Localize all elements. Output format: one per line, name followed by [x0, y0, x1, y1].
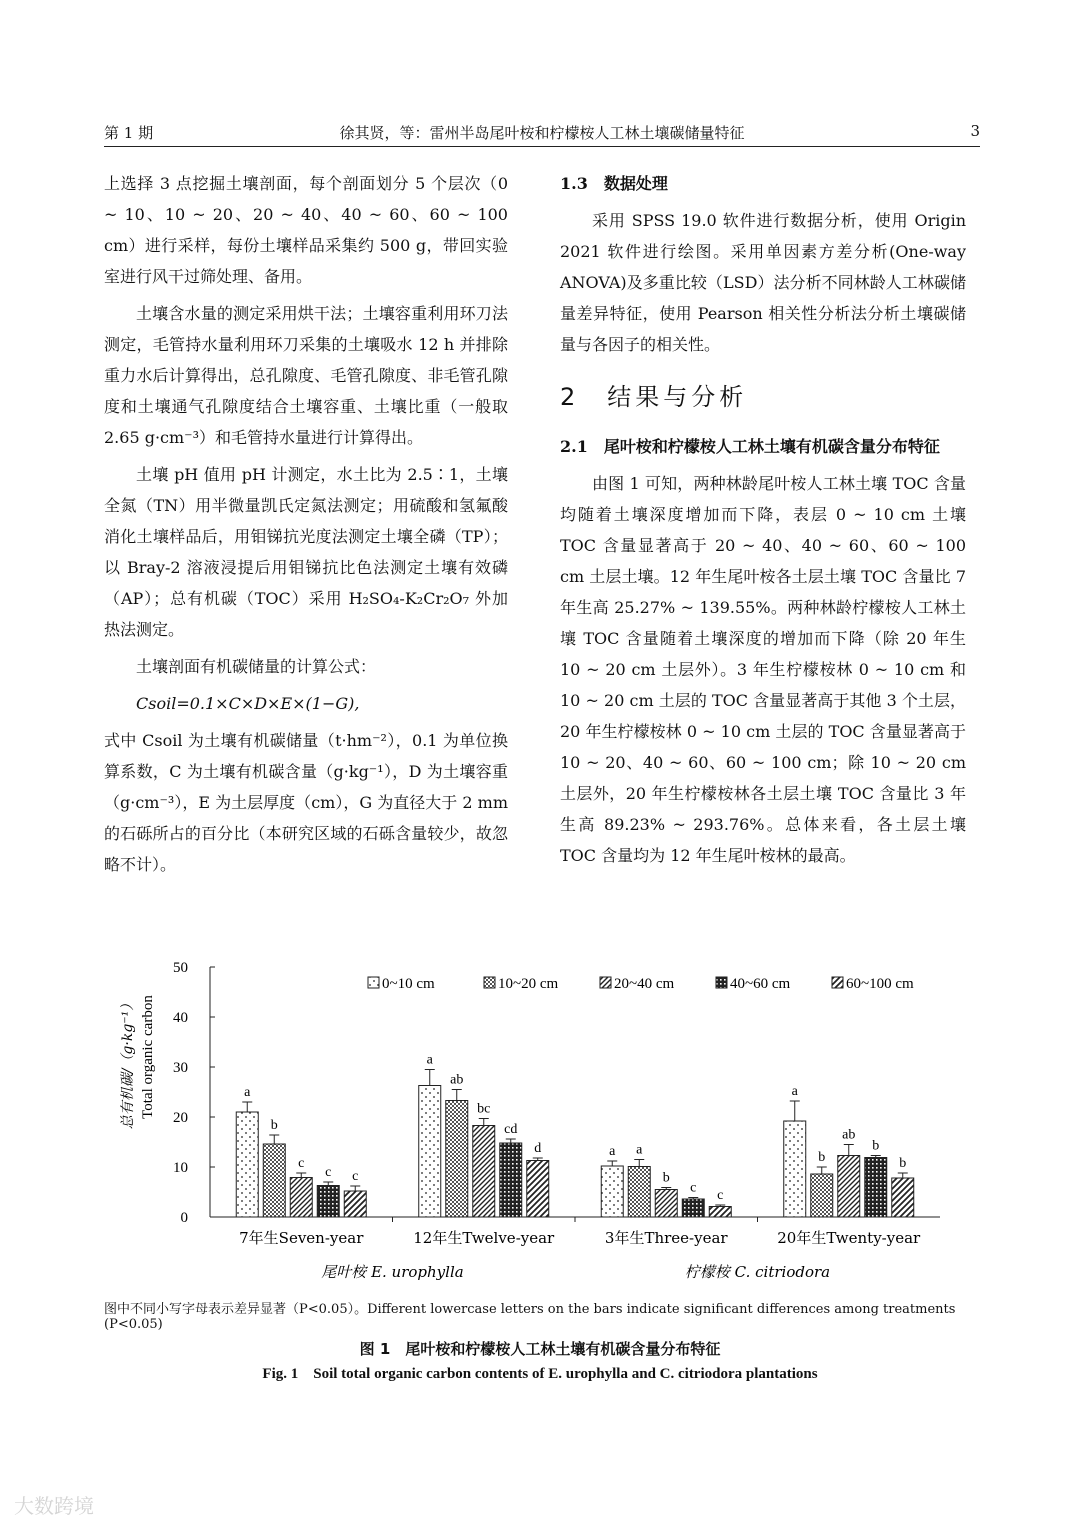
legend-label: 0~10 cm [382, 976, 435, 992]
significance-letter: c [690, 1180, 697, 1196]
legend-swatch [600, 977, 611, 988]
section-heading: 2 结果与分析 [560, 383, 748, 411]
y-axis-label-en: Total organic carbon [140, 995, 156, 1119]
section-heading: 1.3 数据处理 [560, 174, 668, 193]
y-tick-label: 20 [173, 1110, 188, 1126]
significance-letter: d [534, 1141, 542, 1156]
bar [628, 1167, 650, 1218]
significance-letter: a [244, 1085, 251, 1100]
bar [344, 1191, 366, 1217]
legend-swatch [484, 977, 495, 988]
legend-label: 20~40 cm [614, 976, 675, 992]
bar [473, 1126, 495, 1218]
y-tick-label: 50 [173, 960, 188, 976]
species-group-label: 柠檬桉 C. citriodora [684, 1263, 831, 1281]
legend-swatch [368, 977, 379, 988]
significance-letter: b [270, 1118, 278, 1133]
paragraph: 土壤 pH 值用 pH 计测定，水土比为 2.5∶1，土壤全氮（TN）用半微量凯氏定氮法测定；用硫酸和氢氟酸消化土壤样品后，用钼锑抗光度法测定土壤全磷（TP）；以 Bray-2 溶液浸提后用钼锑抗比色法测定土壤有效磷（AP）；总有机碳（TOC）采用 H₂SO₄-K₂Cr₂O₇ 外加热法测定。 [104, 465, 508, 639]
issue-label: 第 1 期 [104, 124, 154, 142]
right-column [560, 168, 966, 877]
legend-label: 10~20 cm [498, 976, 559, 992]
figure-caption-cn: 图 1 尾叶桉和柠檬桉人工林土壤有机碳含量分布特征 [359, 1340, 721, 1358]
bar [865, 1158, 887, 1218]
bar [500, 1143, 522, 1217]
legend-label: 40~60 cm [730, 976, 791, 992]
paragraph: 上选择 3 点挖掘土壤剖面，每个剖面划分 5 个层次（0 ~ 10、10 ~ 20、20 ~ 40、40 ~ 60、60 ~ 100 cm）进行采样，每份土壤样品采集约 500 g，带回实验室进行风干过筛处理、备用。 [104, 174, 508, 286]
significance-letter: c [325, 1165, 332, 1180]
significance-letter: c [717, 1188, 724, 1203]
significance-letter: b [899, 1156, 907, 1171]
significance-letter: a [609, 1144, 616, 1159]
bar [446, 1101, 468, 1218]
bar [419, 1086, 441, 1218]
y-tick-label: 40 [173, 1010, 188, 1026]
bar [290, 1178, 312, 1218]
significance-letter: c [298, 1156, 305, 1171]
watermark-logo: 大数跨境 [14, 1494, 94, 1518]
significance-letter: a [636, 1142, 643, 1158]
x-category-label: 12年生Twelve-year [413, 1229, 555, 1247]
bar [601, 1166, 623, 1217]
legend-swatch [716, 977, 727, 988]
bar [263, 1144, 285, 1217]
significance-letter: cd [504, 1122, 518, 1137]
bar [784, 1121, 806, 1217]
page-number: 3 [970, 122, 980, 140]
paragraph: 式中 Csoil 为土壤有机碳储量（t·hm⁻²），0.1 为单位换算系数，C 为土壤有机碳含量（g·kg⁻¹），D 为土壤容重（g·cm⁻³），E 为土层厚度（cm），G 为直径大于 2 mm 的石砾所占的百分比（本研究区域的石砾含量较少，故忽略不计）。 [104, 731, 508, 874]
significance-letter: ab [842, 1127, 856, 1143]
bar [838, 1156, 860, 1218]
paragraph: 由图 1 可知，两种林龄尾叶桉人工林土壤 TOC 含量均随着土壤深度增加而下降，表层 0 ~ 10 cm 土壤 TOC 含量显著高于 20 ~ 40、40 ~ 60、60 ~ 100 cm 土层土壤。12 年生尾叶桉各土层土壤 TOC 含量比 7 年生高 25.27% ~ 139.55%。两种林龄柠檬桉人工林土壤 TOC 含量随着土壤深度的增加而下降（除 20 年生 10 ~ 20 cm 土层外）。3 年生柠檬桉林 0 ~ 10 cm 和 10 ~ 20 cm 土层的 TOC 含量显著高于其他 3 个土层，20 年生柠檬桉林 0 ~ 10 cm 土层的 TOC 含量显著高于 10 ~ 20、40 ~ 60、60 ~ 100 cm；除 10 ~ 20 cm 土层外，20 年生柠檬桉林各土层土壤 TOC 含量比 3 年生高 89.23% ~ 293.76%。总体来看，各土层土壤 TOC 含量均为 12 年生尾叶桉林的最高。 [560, 474, 966, 865]
significance-letter: ab [450, 1072, 464, 1088]
x-category-label: 7年生Seven-year [239, 1229, 364, 1247]
bar [527, 1161, 549, 1218]
y-tick-label: 30 [173, 1060, 188, 1076]
y-axis-label-cn: 总有机碳/（g·kg⁻¹） [120, 996, 136, 1130]
y-tick-label: 0 [180, 1210, 188, 1226]
figure-1-chart [100, 955, 980, 1290]
x-category-label: 20年生Twenty-year [777, 1229, 921, 1247]
bar-chart [100, 955, 980, 1290]
species-group-label: 尾叶桉 E. urophylla [321, 1263, 464, 1281]
running-header [104, 118, 980, 147]
bar [892, 1178, 914, 1217]
bar [709, 1207, 731, 1218]
figure-note: 图中不同小写字母表示差异显著（P<0.05）。Different lowercase letters on the bars indicate significant differences among treatments (P<0.05) [104, 1302, 956, 1332]
legend-swatch [832, 977, 843, 988]
paragraph: 采用 SPSS 19.0 软件进行数据分析，使用 Origin 2021 软件进行绘图。采用单因素方差分析(One-way ANOVA)及多重比较（LSD）法分析不同林龄人工林碳储量差异特征，使用 Pearson 相关性分析法分析土壤碳储量与各因子的相关性。 [560, 211, 966, 354]
paragraph: 土壤含水量的测定采用烘干法；土壤容重利用环刀法测定，毛管持水量利用环刀采集的土壤吸水 12 h 并排除重力水后计算得出，总孔隙度、毛管孔隙度、非毛管孔隙度和土壤通气孔隙度结合土壤容重、土壤比重（一般取 2.65 g·cm⁻³）和毛管持水量进行计算得出。 [104, 304, 508, 447]
bar [811, 1174, 833, 1217]
significance-letter: a [426, 1052, 433, 1068]
bar [317, 1186, 339, 1218]
legend-label: 60~100 cm [846, 976, 914, 992]
figure-caption-en: Fig. 1 Soil total organic carbon contents of E. urophylla and C. citriodora plantations [262, 1366, 818, 1382]
significance-letter: c [352, 1169, 359, 1184]
x-category-label: 3年生Three-year [604, 1229, 728, 1247]
bar [682, 1199, 704, 1217]
significance-letter: a [791, 1084, 798, 1099]
left-column [104, 168, 508, 886]
y-tick-label: 10 [173, 1160, 188, 1176]
significance-letter: b [818, 1150, 826, 1165]
formula: Csoil=0.1×C×D×E×(1−G), [136, 694, 360, 713]
paragraph: 土壤剖面有机碳储量的计算公式： [136, 657, 377, 676]
running-title: 徐其贤，等：雷州半岛尾叶桉和柠檬桉人工林土壤碳储量特征 [339, 124, 745, 142]
bar [236, 1112, 258, 1217]
significance-letter: b [872, 1138, 880, 1154]
section-heading: 2.1 尾叶桉和柠檬桉人工林土壤有机碳含量分布特征 [560, 437, 940, 456]
bar [655, 1190, 677, 1218]
significance-letter: bc [477, 1101, 491, 1117]
significance-letter: b [662, 1170, 670, 1186]
